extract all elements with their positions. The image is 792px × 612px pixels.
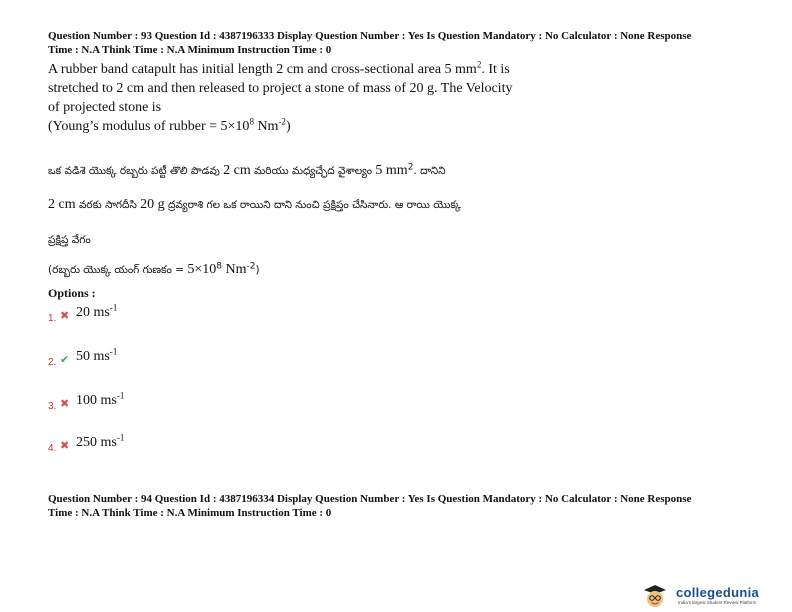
mascot-icon [642,583,668,609]
option-value: 100 $ms^{-1}$ [76,390,125,408]
cross-icon: ✖ [60,439,70,452]
option-value: 250 $ms^{-1}$ [76,432,125,450]
option-value: 20 $ms^{-1}$ [76,302,118,320]
collegedunia-logo[interactable] [642,583,787,609]
question-93-meta-line1: Question Number : 93 Question Id : 4387196333 Display Question Number : Yes Is Question Mandatory : No Calculator : None Response [48,30,692,42]
question-text-line1: A rubber band catapult has initial length 2 cm and cross-sectional area 5 $mm^2$. It is [48,59,510,77]
option-number: 2. [48,357,57,368]
question-text-line3: of projected stone is [48,100,162,115]
option-number: 3. [48,401,57,412]
cross-icon: ✖ [60,309,70,322]
question-94-meta-line1: Question Number : 94 Question Id : 4387196334 Display Question Number : Yes Is Question Mandatory : No Calculator : None Response [48,493,692,505]
option-value: 50 $ms^{-1}$ [76,346,118,364]
question-94-meta-line2: Time : N.A Think Time : N.A Minimum Instruction Time : 0 [48,507,332,519]
question-93-meta [48,29,758,57]
question-94-meta [48,492,758,520]
question-text-line2: stretched to 2 cm and then released to project a stone of mass of 20 g. The Velocity [48,81,513,96]
options-label: Options : [48,286,96,300]
option-number: 1. [48,313,57,324]
check-icon: ✔ [60,353,70,366]
cross-icon: ✖ [60,397,70,410]
question-93-telugu-line3: ప్రక్షిప్త వేగం [48,234,91,246]
question-93-meta-line2: Time : N.A Think Time : N.A Minimum Instruction Time : 0 [48,44,332,56]
question-93-english [48,60,512,136]
question-text-line4: (Young’s modulus of rubber = $5\times 10^8$ $Nm^{-2}$) [48,116,291,134]
brand-name: collegedunia [676,585,760,600]
option-number: 4. [48,443,57,454]
question-93-telugu-line2: 2 cm వరకు సాగదీసి 20 g ద్రవ్యరాశి గల ఒక రాయిని దాని నుంచి ప్రక్షిప్తం చేసినారు. ఆ రాయి యొక్క [48,197,461,212]
brand-tagline: India's largest Student Review Platform [678,600,757,605]
question-93-telugu-line4: (రబ్బరు యొక్క యంగ్ గుణకం = $5\times 10^8$ $Nm^{-2}$) [48,261,260,277]
question-93-telugu-line1: ఒక వడిశె యొక్క రబ్బరు పట్టీ తొలి పొడవు 2 cm మరియు మధ్యచ్ఛేద వైశాల్యం 5 $mm^2$. దానిని [48,162,446,178]
